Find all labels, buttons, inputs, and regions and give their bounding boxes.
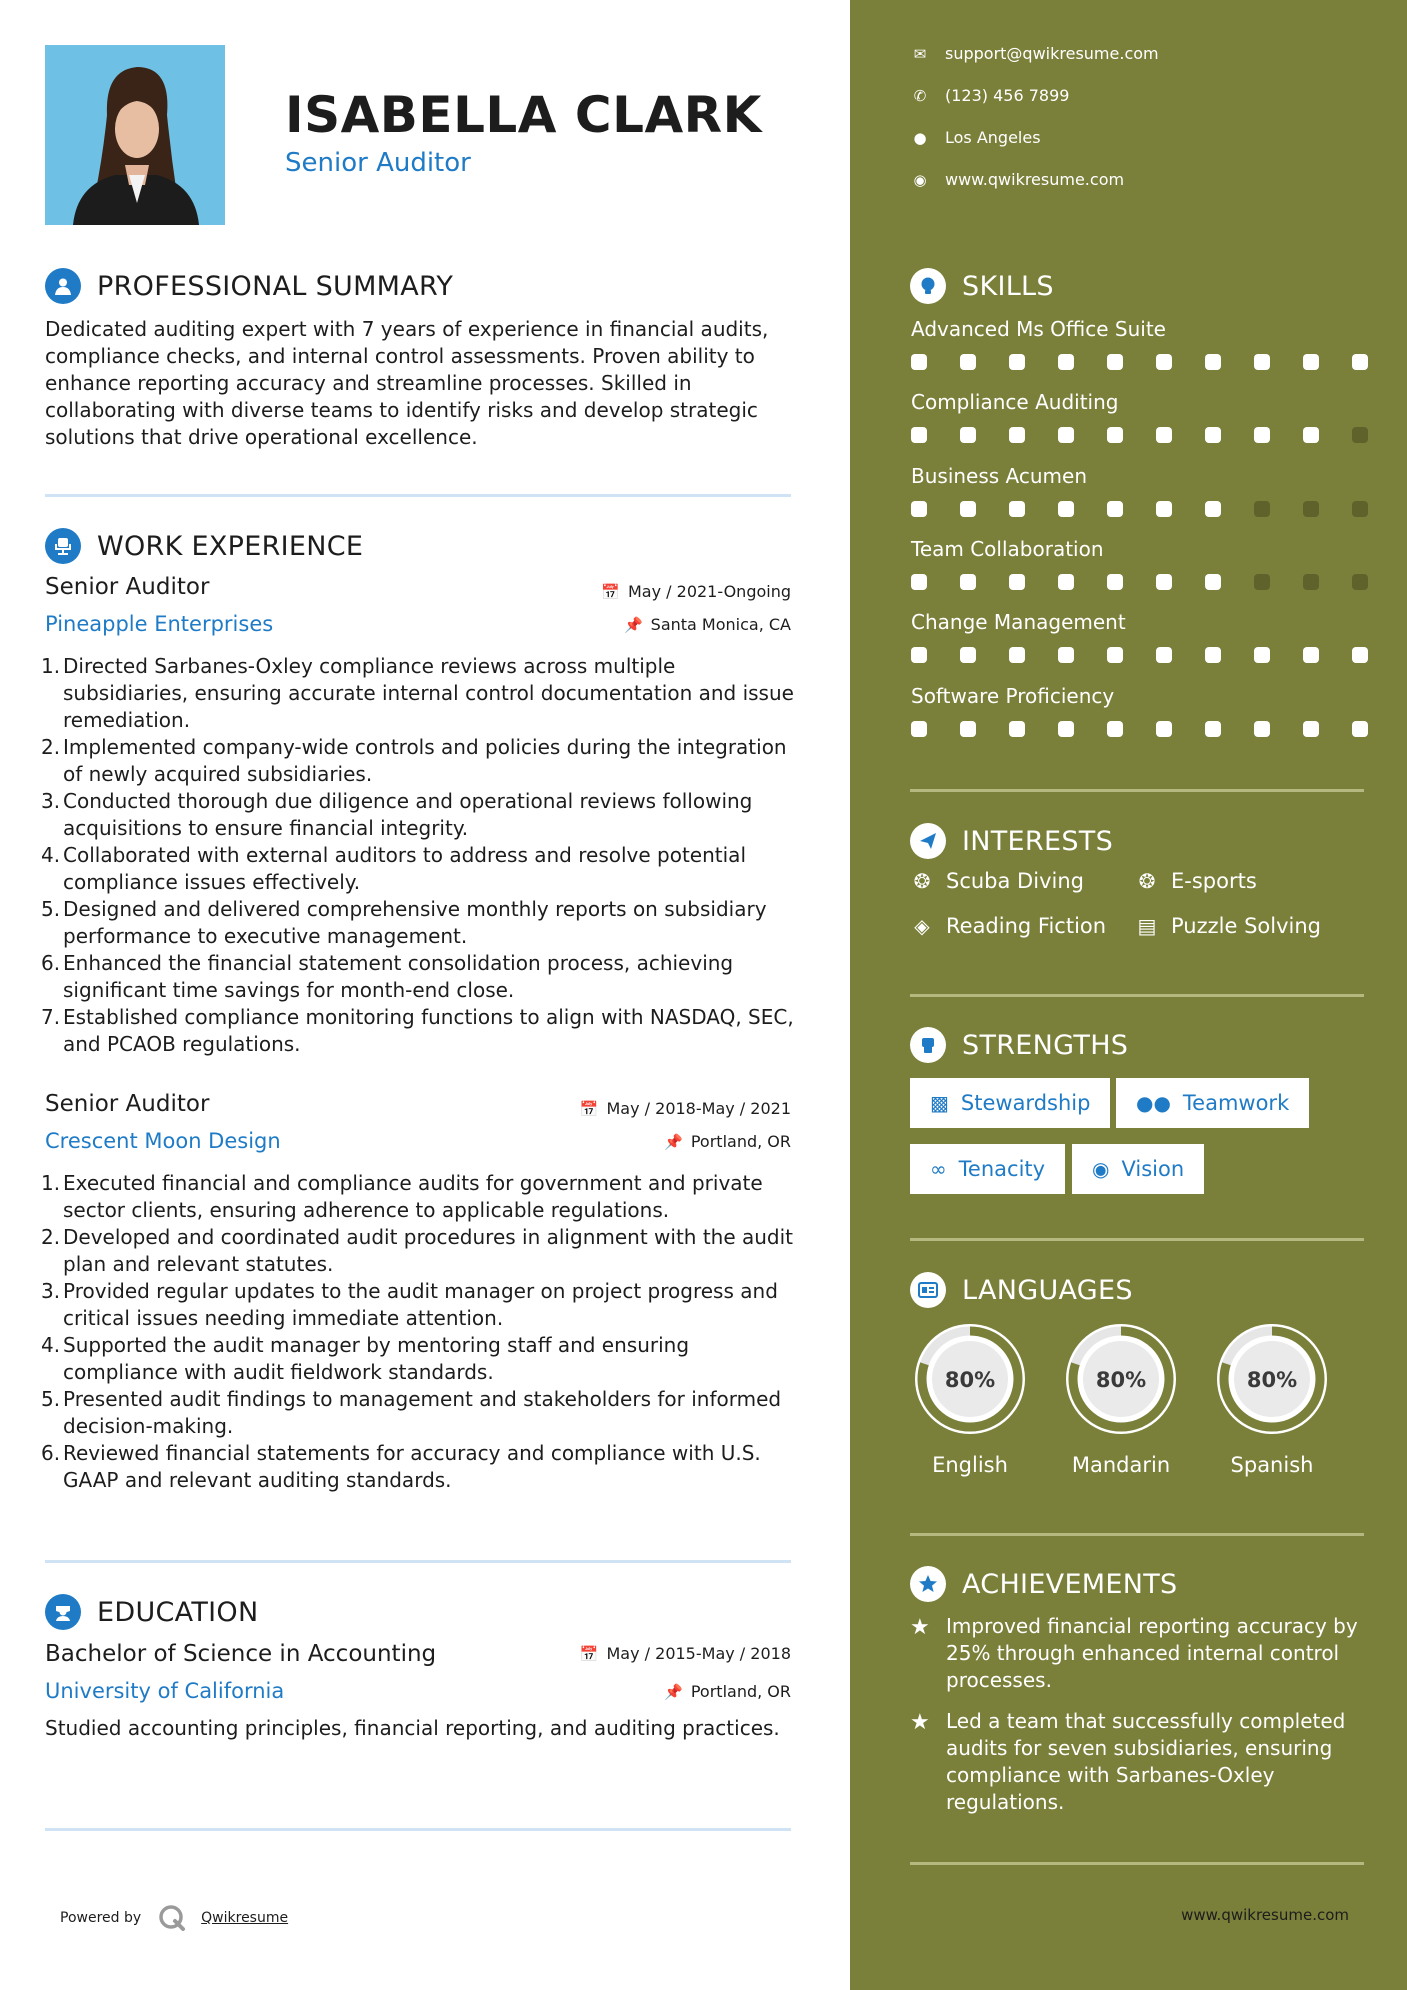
skill-name: Business Acumen	[911, 464, 1088, 488]
skill-dot	[1058, 721, 1074, 737]
language-percent: 80%	[944, 1368, 996, 1392]
briefcase-icon: ▩	[930, 1091, 949, 1115]
contact-location: ● Los Angeles	[910, 128, 1041, 147]
skill-dot	[1303, 574, 1319, 590]
skill-name: Software Proficiency	[911, 684, 1115, 708]
degree-title: Bachelor of Science in Accounting	[45, 1641, 437, 1667]
envelope-icon: ✉	[913, 44, 927, 63]
list-item: 6. Reviewed financial statements for accuracy and compliance with U.S. GAAP and relevant auditing standards.	[41, 1441, 761, 1492]
skill-dot	[1009, 501, 1025, 517]
skill-dot	[1205, 647, 1221, 663]
skill-dot	[1058, 501, 1074, 517]
list-item: 2. Developed and coordinated audit procedures in alignment with the audit plan and relevant statutes.	[41, 1225, 794, 1276]
skill-dot	[1303, 354, 1319, 370]
phone-icon: ✆	[913, 86, 927, 105]
skill-dot	[1205, 354, 1221, 370]
language-percent: 80%	[1095, 1368, 1147, 1392]
link-icon: ∞	[930, 1157, 947, 1181]
skill-dot	[1156, 721, 1172, 737]
calendar-icon: 📅	[579, 1099, 599, 1118]
list-item: 5. Presented audit findings to management and stakeholders for informed decision-making.	[41, 1387, 782, 1438]
pin-icon: 📌	[623, 615, 643, 634]
skill-dot	[1303, 501, 1319, 517]
strength-badge: ●● Teamwork	[1116, 1078, 1309, 1128]
skill-dot	[1107, 354, 1123, 370]
skill-dot	[1107, 721, 1123, 737]
list-item: 2. Implemented company-wide controls and policies during the integration of newly acquired subsidiaries.	[41, 735, 787, 786]
skill-dot	[1254, 427, 1270, 443]
education-description: Studied accounting principles, financial reporting, and auditing practices.	[45, 1716, 780, 1740]
skill-dot	[1009, 574, 1025, 590]
strengths-heading: STRENGTHS	[910, 1027, 1128, 1063]
skill-dot	[1254, 501, 1270, 517]
gamepad-icon: ◈	[914, 914, 930, 938]
language-item	[908, 1317, 1032, 1477]
skill-dot	[1205, 427, 1221, 443]
school-name: University of California	[45, 1679, 285, 1703]
skill-rating	[911, 574, 1401, 590]
skill-dot	[1352, 354, 1368, 370]
pin-icon: 📌	[664, 1132, 683, 1151]
job-location: 📌 Santa Monica, CA	[623, 615, 791, 634]
binoculars-icon: ◉	[1092, 1157, 1110, 1181]
star-icon: ★	[910, 1615, 930, 1640]
skill-dot	[1058, 574, 1074, 590]
skill-dot	[911, 354, 927, 370]
interests-heading: INTERESTS	[910, 823, 1113, 859]
skill-dot	[960, 721, 976, 737]
list-item: 6. Enhanced the financial statement consolidation process, achieving significant time savings for month-end close.	[41, 951, 734, 1002]
strength-badge: ◉ Vision	[1072, 1144, 1204, 1194]
language-percent: 80%	[1246, 1368, 1298, 1392]
skill-dot	[1156, 647, 1172, 663]
interest-item: ▤ Puzzle Solving	[1135, 914, 1321, 938]
skill-rating	[911, 501, 1401, 517]
candidate-name: ISABELLA CLARK	[285, 86, 762, 144]
skill-dot	[1058, 647, 1074, 663]
list-item: 4. Supported the audit manager by mentoring staff and ensuring compliance with audit fieldwork standards.	[41, 1333, 690, 1384]
experience-heading: WORK EXPERIENCE	[45, 528, 363, 564]
skill-rating	[911, 721, 1401, 737]
list-item: 3. Provided regular updates to the audit manager on project progress and critical issues needing immediate attention.	[41, 1279, 778, 1330]
skill-dot	[1352, 647, 1368, 663]
job-company: Crescent Moon Design	[45, 1129, 281, 1153]
summary-heading: PROFESSIONAL SUMMARY	[45, 268, 453, 304]
section-divider	[45, 1828, 791, 1831]
skill-dot	[1352, 721, 1368, 737]
globe-icon: ◉	[913, 170, 927, 189]
pin-icon: 📌	[664, 1682, 683, 1701]
powered-by: Powered by Qwikresume	[60, 1903, 288, 1933]
skill-dot	[960, 647, 976, 663]
list-item: 7. Established compliance monitoring functions to align with NASDAQ, SEC, and PCAOB regulations.	[41, 1005, 794, 1056]
language-ring	[908, 1317, 1032, 1441]
skill-dot	[1156, 574, 1172, 590]
calendar-icon: 📅	[579, 1644, 599, 1663]
contact-phone[interactable]: ✆ (123) 456 7899	[910, 86, 1069, 105]
skill-dot	[1352, 574, 1368, 590]
skill-dot	[960, 574, 976, 590]
lightbulb-icon	[910, 268, 946, 304]
skills-heading: SKILLS	[910, 268, 1054, 304]
language-name: Mandarin	[1071, 1453, 1171, 1477]
graduate-icon	[45, 1594, 81, 1630]
language-ring	[1059, 1317, 1183, 1441]
skill-dot	[1009, 647, 1025, 663]
skill-dot	[1303, 721, 1319, 737]
skill-dot	[1205, 721, 1221, 737]
section-divider	[910, 1533, 1364, 1536]
chair-icon	[45, 528, 81, 564]
skill-dot	[1009, 354, 1025, 370]
skill-dot	[1254, 354, 1270, 370]
language-item	[1210, 1317, 1334, 1477]
qwikresume-logo-icon	[157, 1903, 187, 1933]
interest-item: ❂ Scuba Diving	[910, 869, 1084, 893]
list-item: 5. Designed and delivered comprehensive monthly reports on subsidiary performance to executive management.	[41, 897, 767, 948]
user-icon	[45, 268, 81, 304]
skill-dot	[1107, 501, 1123, 517]
skill-dot	[1156, 427, 1172, 443]
education-location: 📌 Portland, OR	[664, 1682, 791, 1701]
list-item: 3. Conducted thorough due diligence and operational reviews following acquisitions to ensure financial integrity.	[41, 789, 753, 840]
section-divider	[910, 789, 1364, 792]
candidate-title: Senior Auditor	[285, 148, 471, 178]
sidebar	[850, 0, 1407, 1990]
skill-dot	[911, 427, 927, 443]
skill-name: Advanced Ms Office Suite	[911, 317, 1166, 341]
summary-text: Dedicated auditing expert with 7 years of experience in financial audits, compliance checks, and internal control assessments. Proven ability to enhance reporting accuracy and streamline processes. Skilled in collaborating with diverse teams to identify risks and develop strategic solutions that drive operational excellence.	[45, 317, 769, 449]
skill-dot	[1254, 721, 1270, 737]
skill-dot	[960, 354, 976, 370]
skill-dot	[911, 574, 927, 590]
achievement-item: ★ Led a team that successfully completed audits for seven subsidiaries, ensuring compliance with Sarbanes-Oxley regulations.	[910, 1709, 1346, 1814]
skill-dot	[1303, 647, 1319, 663]
job-bullets	[41, 653, 800, 1058]
profile-photo	[45, 45, 225, 225]
skill-dot	[1156, 354, 1172, 370]
achievement-item: ★ Improved financial reporting accuracy by 25% through enhanced internal control processes.	[910, 1614, 1358, 1692]
paper-plane-icon	[910, 823, 946, 859]
skill-dot	[1107, 427, 1123, 443]
education-heading: EDUCATION	[45, 1594, 258, 1630]
skill-dot	[1352, 501, 1368, 517]
skill-dot	[1352, 427, 1368, 443]
achievements-heading: ACHIEVEMENTS	[910, 1566, 1178, 1602]
lifebuoy-icon: ❂	[1138, 869, 1156, 893]
skill-rating	[911, 354, 1401, 370]
section-divider	[910, 994, 1364, 997]
skill-dot	[1254, 574, 1270, 590]
skill-dot	[1107, 574, 1123, 590]
list-item: 4. Collaborated with external auditors to address and resolve potential compliance issues effectively.	[41, 843, 746, 894]
list-item: 1. Executed financial and compliance audits for government and private sector clients, ensuring adherence to applicable regulations.	[41, 1171, 763, 1222]
job-company: Pineapple Enterprises	[45, 612, 274, 636]
list-item: 1. Directed Sarbanes-Oxley compliance reviews across multiple subsidiaries, ensuring accurate internal control documentation and issue remediation.	[41, 654, 794, 732]
skill-dot	[911, 501, 927, 517]
language-name: English	[932, 1453, 1008, 1477]
language-name: Spanish	[1230, 1453, 1314, 1477]
language-item	[1059, 1317, 1183, 1477]
fist-icon	[910, 1027, 946, 1063]
job-title: Senior Auditor	[45, 574, 210, 600]
calendar-icon: 📅	[601, 582, 620, 601]
qwikresume-link[interactable]: Qwikresume	[201, 1910, 289, 1926]
skill-dot	[911, 721, 927, 737]
skill-rating	[911, 427, 1401, 443]
section-divider	[910, 1862, 1364, 1865]
skill-dot	[911, 647, 927, 663]
interest-item: ◈ Reading Fiction	[910, 914, 1106, 938]
skill-dot	[1254, 647, 1270, 663]
star-icon: ★	[910, 1710, 930, 1735]
skill-dot	[1205, 501, 1221, 517]
skill-dot	[1156, 501, 1172, 517]
job-location: 📌 Portland, OR	[664, 1132, 791, 1151]
book-icon: ▤	[1137, 914, 1157, 938]
skill-dot	[1107, 647, 1123, 663]
skill-name: Team Collaboration	[911, 537, 1104, 561]
job-dates: 📅 May / 2021-Ongoing	[601, 582, 791, 601]
education-dates: 📅 May / 2015-May / 2018	[579, 1644, 791, 1663]
interest-item: ❂ E-sports	[1135, 869, 1257, 893]
skill-dot	[1009, 721, 1025, 737]
skill-dot	[1058, 354, 1074, 370]
footer-website[interactable]: www.qwikresume.com	[1181, 1906, 1349, 1924]
contact-email[interactable]: ✉ support@qwikresume.com	[910, 44, 1159, 63]
lifebuoy-icon: ❂	[913, 869, 931, 893]
skill-dot	[1303, 427, 1319, 443]
skill-dot	[1009, 427, 1025, 443]
skill-dot	[960, 427, 976, 443]
job-dates: 📅 May / 2018-May / 2021	[579, 1099, 791, 1118]
section-divider	[45, 494, 791, 497]
star-icon	[910, 1566, 946, 1602]
job-bullets	[41, 1170, 800, 1494]
skill-dot	[1205, 574, 1221, 590]
skill-dot	[960, 501, 976, 517]
section-divider	[45, 1560, 791, 1563]
languages-heading: LANGUAGES	[910, 1272, 1133, 1308]
users-icon: ●●	[1136, 1091, 1171, 1115]
strength-badge: ∞ Tenacity	[910, 1144, 1065, 1194]
language-ring	[1210, 1317, 1334, 1441]
strength-badge: ▩ Stewardship	[910, 1078, 1110, 1128]
section-divider	[910, 1238, 1364, 1241]
skill-name: Compliance Auditing	[911, 390, 1119, 414]
skill-name: Change Management	[911, 610, 1126, 634]
skill-rating	[911, 647, 1401, 663]
skill-dot	[1058, 427, 1074, 443]
job-title: Senior Auditor	[45, 1091, 210, 1117]
map-marker-icon: ●	[913, 128, 927, 147]
contact-website[interactable]: ◉ www.qwikresume.com	[910, 170, 1124, 189]
translate-icon	[910, 1272, 946, 1308]
